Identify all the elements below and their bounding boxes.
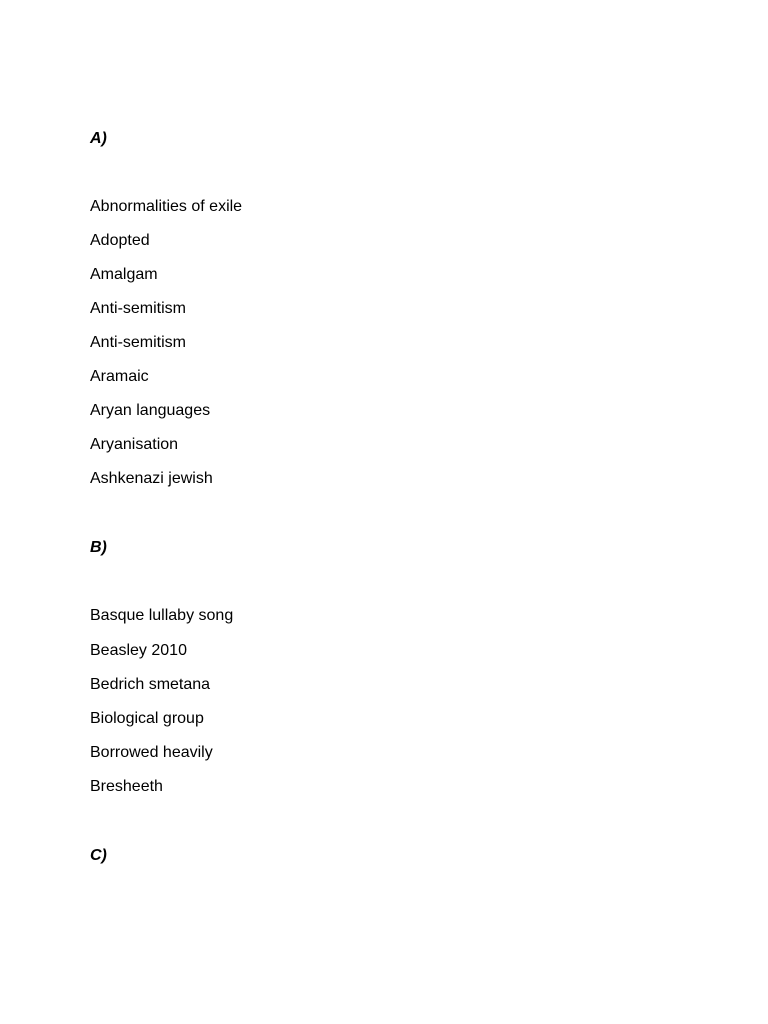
index-entry: Abnormalities of exile xyxy=(90,198,243,215)
index-entry: Aryanisation xyxy=(90,436,179,453)
index-entry: Anti-semitism xyxy=(90,300,187,317)
index-entry: Bedrich smetana xyxy=(90,676,211,693)
index-entry: Adopted xyxy=(90,232,150,249)
index-entry: Beasley 2010 xyxy=(90,642,187,659)
section-heading-b: B) xyxy=(90,539,107,556)
index-entry: Bresheeth xyxy=(90,778,163,795)
index-entry: Biological group xyxy=(90,710,204,727)
index-entry: Ashkenazi jewish xyxy=(90,470,213,487)
section-heading-c: C) xyxy=(90,847,107,864)
index-entry: Aramaic xyxy=(90,368,149,385)
index-entry: Aryan languages xyxy=(90,402,211,419)
index-entry: Amalgam xyxy=(90,266,158,283)
index-entry: Anti-semitism xyxy=(90,334,187,351)
section-heading-a: A) xyxy=(90,130,107,147)
index-entry: Borrowed heavily xyxy=(90,744,213,761)
index-entry: Basque lullaby song xyxy=(90,607,234,624)
